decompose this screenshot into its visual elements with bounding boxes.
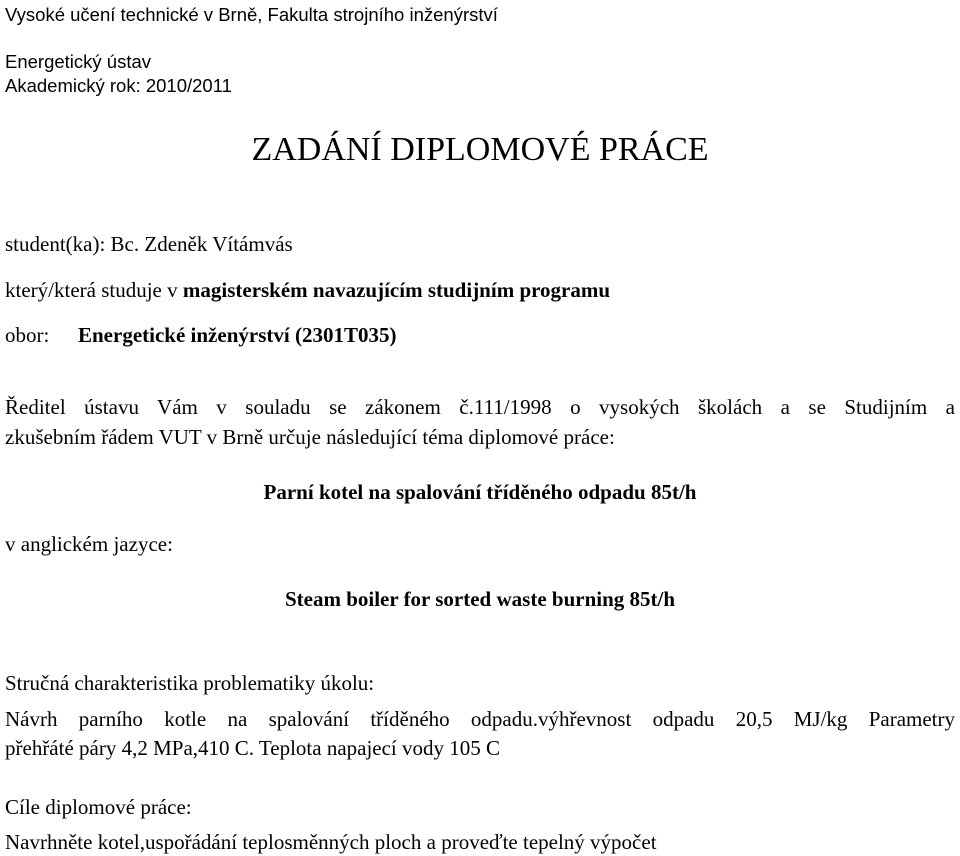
field-value: Energetické inženýrství (2301T035) <box>78 323 397 347</box>
goals-heading: Cíle diplomové práce: <box>5 795 192 819</box>
characteristics-line-1: Návrh parního kotle na spalování tříděného odpadu.výhřevnost odpadu 20,5 MJ/kg Parametry <box>5 707 955 731</box>
student-name-line: student(ka): Bc. Zdeněk Vítámvás <box>5 232 293 256</box>
study-program-prefix: který/která studuje v <box>5 278 183 302</box>
characteristics-line-2: přehřáté páry 4,2 MPa,410 C. Teplota napajecí vody 105 C <box>5 736 501 760</box>
field-label: obor: <box>5 323 50 347</box>
institute: Energetický ústav <box>5 51 152 72</box>
page-title: ZADÁNÍ DIPLOMOVÉ PRÁCE <box>251 131 709 168</box>
thesis-topic-english: Steam boiler for sorted waste burning 85t/h <box>284 587 676 611</box>
goals-line-1: Navrhněte kotel,uspořádání teplosměnných ploch a proveďte tepelný výpočet <box>5 830 657 854</box>
study-program-value: magisterském navazujícím studijním programu <box>182 278 611 302</box>
english-language-label: v anglickém jazyce: <box>5 532 173 556</box>
directive-line-2: zkušebním řádem VUT v Brně určuje následující téma diplomové práce: <box>5 425 615 449</box>
university-faculty: Vysoké učení technické v Brně, Fakulta strojního inženýrství <box>5 4 498 25</box>
study-program-line <box>5 278 610 302</box>
thesis-topic-czech: Parní kotel na spalování tříděného odpadu 85t/h <box>263 480 697 504</box>
characteristics-heading: Stručná charakteristika problematiky úkolu: <box>5 671 375 695</box>
directive-line-1: Ředitel ústavu Vám v souladu se zákonem č.111/1998 o vysokých školách a se Studijním a <box>5 395 955 419</box>
academic-year: Akademický rok: 2010/2011 <box>5 75 232 96</box>
